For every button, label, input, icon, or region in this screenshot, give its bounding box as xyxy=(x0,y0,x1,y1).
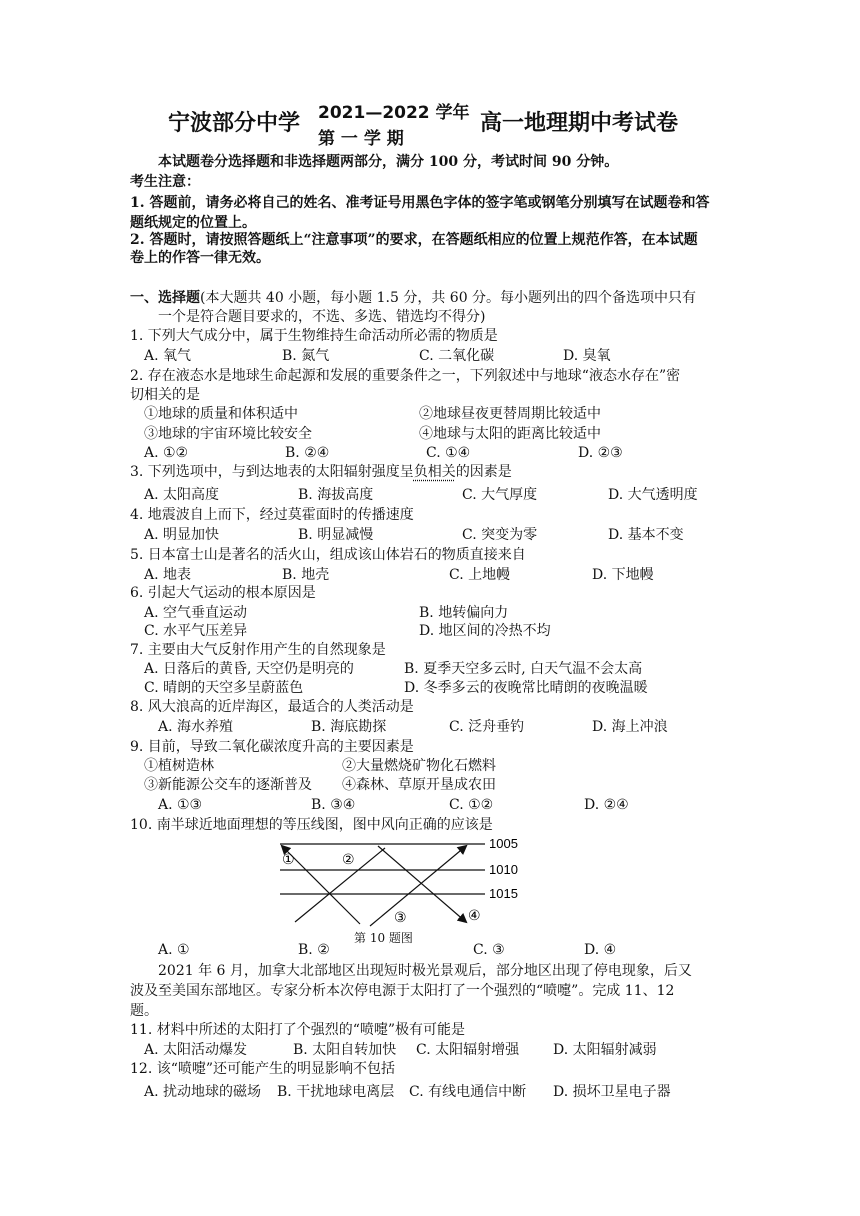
notice-item1-line2: 题纸规定的位置上。 xyxy=(130,215,256,231)
marker-1: ① xyxy=(282,851,295,867)
q1-option-d: D. 臭氧 xyxy=(563,348,611,364)
q5-option-d: D. 下地幔 xyxy=(592,567,654,583)
q6-option-c: C. 水平气压差异 xyxy=(144,623,248,639)
q5-stem: 5. 日本富士山是著名的活火山，组成该山体岩石的物质直接来自 xyxy=(130,547,526,563)
q4-option-b: B. 明显减慢 xyxy=(298,527,374,543)
isobar-diagram xyxy=(270,832,530,942)
q7-option-a: A. 日落后的黄昏, 天空仍是明亮的 xyxy=(144,661,354,677)
q9-statement-1: ①植树造林 xyxy=(144,758,214,774)
q7-option-c: C. 晴朗的天空多呈蔚蓝色 xyxy=(144,680,304,696)
q1-option-b: B. 氮气 xyxy=(282,348,330,364)
q11-stem: 11. 材料中所述的太阳打了个强烈的“喷嚏”极有可能是 xyxy=(130,1022,466,1038)
q3-stem-emphasis: 负相关 xyxy=(413,464,456,480)
q9-stem: 9. 目前，导致二氧化碳浓度升高的主要因素是 xyxy=(130,739,414,755)
q9-option-b: B. ③④ xyxy=(311,797,356,813)
q4-option-c: C. 突变为零 xyxy=(462,527,538,543)
q7-option-b: B. 夏季天空多云时, 白天气温不会太高 xyxy=(404,661,643,677)
q3-option-d: D. 大气透明度 xyxy=(608,487,698,503)
q5-option-a: A. 地表 xyxy=(144,567,192,583)
section1-desc: (本大题共 40 小题，每小题 1.5 分，共 60 分。每小题列出的四个备选项中只有 xyxy=(200,290,697,306)
q1-stem: 1. 下列大气成分中，属于生物维持生命活动所必需的物质是 xyxy=(130,328,498,344)
q3-stem-post: 的因素是 xyxy=(455,464,512,480)
q5-option-b: B. 地壳 xyxy=(282,567,330,583)
q2-stem-line1: 2. 存在液态水是地球生命起源和发展的重要条件之一，下列叙述中与地球“液态水存在”密 xyxy=(130,368,681,384)
q10-stem: 10. 南半球近地面理想的等压线图，图中风向正确的应该是 xyxy=(130,817,493,833)
q10-caption: 第 10 题图 xyxy=(354,931,413,945)
material-line3: 题。 xyxy=(130,1003,158,1019)
q6-option-d: D. 地区间的冷热不均 xyxy=(419,623,551,639)
wind-arrow-2 xyxy=(295,848,385,922)
q9-option-c: C. ①② xyxy=(449,797,494,813)
q4-option-d: D. 基本不变 xyxy=(608,527,684,543)
marker-2: ② xyxy=(342,851,355,867)
q9-statement-4: ④森林、草原开垦成农田 xyxy=(342,777,496,793)
q4-option-a: A. 明显加快 xyxy=(144,527,220,543)
q10-option-b: B. ② xyxy=(298,942,330,958)
q12-option-c: C. 有线电通信中断 xyxy=(409,1084,527,1100)
q11-option-d: D. 太阳辐射减弱 xyxy=(553,1042,657,1058)
wind-arrow-3 xyxy=(370,846,466,926)
q7-option-d: D. 冬季多云的夜晚常比晴朗的夜晚温暖 xyxy=(404,680,648,696)
q10-option-a: A. ① xyxy=(158,942,190,958)
q3-option-c: C. 大气厚度 xyxy=(462,487,538,503)
q11-option-a: A. 太阳活动爆发 xyxy=(144,1042,248,1058)
marker-3: ③ xyxy=(394,909,407,925)
q4-stem: 4. 地震波自上而下，经过莫霍面时的传播速度 xyxy=(130,507,414,523)
q1-option-c: C. 二氧化碳 xyxy=(419,348,495,364)
isobar-label-1010: 1010 xyxy=(489,862,518,877)
q8-option-c: C. 泛舟垂钓 xyxy=(449,719,525,735)
notice-title: 考生注意： xyxy=(130,174,200,190)
material-line2: 波及至美国东部地区。专家分析本次停电源于太阳打了一个强烈的“喷嚏”。完成 11、12 xyxy=(130,983,675,999)
q2-statement-3: ③地球的宇宙环境比较安全 xyxy=(144,426,312,442)
notice-item2-line1: 2. 答题时，请按照答题纸上“注意事项”的要求，在答题纸相应的位置上规范作答，在本试题 xyxy=(130,232,698,248)
isobar-label-1005: 1005 xyxy=(489,836,518,851)
q1-option-a: A. 氧气 xyxy=(144,348,192,364)
school-name: 宁波部分中学 xyxy=(168,111,301,136)
q9-option-d: D. ②④ xyxy=(584,797,629,813)
q9-statement-3: ③新能源公交车的逐渐普及 xyxy=(144,777,312,793)
section1-title: 一、选择题 xyxy=(130,290,200,306)
q10-option-c: C. ③ xyxy=(473,942,505,958)
q6-option-a: A. 空气垂直运动 xyxy=(144,605,248,621)
q7-stem: 7. 主要由大气反射作用产生的自然现象是 xyxy=(130,642,386,658)
q2-option-c: C. ①④ xyxy=(426,445,471,461)
q3-stem-pre: 3. 下列选项中，与到达地表的太阳辐射强度呈 xyxy=(130,464,414,480)
q2-option-b: B. ②④ xyxy=(285,445,330,461)
school-year: 2021—2022 学年 xyxy=(318,103,470,123)
q12-option-d: D. 损坏卫星电子器 xyxy=(553,1084,671,1100)
q12-option-b: B. 干扰地球电离层 xyxy=(277,1084,395,1100)
q9-option-a: A. ①③ xyxy=(158,797,203,813)
material-line1: 2021 年 6 月，加拿大北部地区出现短时极光景观后，部分地区出现了停电现象，后又 xyxy=(158,963,692,979)
q8-option-b: B. 海底勘探 xyxy=(311,719,387,735)
q2-option-a: A. ①② xyxy=(144,445,189,461)
q12-option-a: A. 扰动地球的磁场 xyxy=(144,1084,262,1100)
q3-stem xyxy=(130,462,512,482)
q2-option-d: D. ②③ xyxy=(578,445,623,461)
q2-statement-4: ④地球与太阳的距离比较适中 xyxy=(419,426,601,442)
school-term: 第 一 学 期 xyxy=(318,129,404,149)
isobar-label-1015: 1015 xyxy=(489,886,518,901)
q6-option-b: B. 地转偏向力 xyxy=(419,605,509,621)
marker-4: ④ xyxy=(468,907,481,923)
q11-option-c: C. 太阳辐射增强 xyxy=(416,1042,520,1058)
q11-option-b: B. 太阳自转加快 xyxy=(293,1042,397,1058)
q2-statement-2: ②地球昼夜更替周期比较适中 xyxy=(419,406,601,422)
q12-stem: 12. 该“喷嚏”还可能产生的明显影响不包括 xyxy=(130,1061,396,1077)
q9-statement-2: ②大量燃烧矿物化石燃料 xyxy=(342,758,496,774)
q3-option-a: A. 太阳高度 xyxy=(144,487,220,503)
q10-option-d: D. ④ xyxy=(584,942,617,958)
q6-stem: 6. 引起大气运动的根本原因是 xyxy=(130,585,316,601)
exam-title: 高一地理期中考试卷 xyxy=(480,111,679,136)
intro-text: 本试题卷分选择题和非选择题两部分，满分 100 分，考试时间 90 分钟。 xyxy=(158,154,619,170)
q8-option-a: A. 海水养殖 xyxy=(158,719,234,735)
q5-option-c: C. 上地幔 xyxy=(449,567,511,583)
notice-item2-line2: 卷上的作答一律无效。 xyxy=(130,250,270,266)
q2-stem-line2: 切相关的是 xyxy=(130,387,200,403)
q8-option-d: D. 海上冲浪 xyxy=(592,719,668,735)
notice-item1-line1: 1. 答题前，请务必将自己的姓名、准考证号用黑色字体的签字笔或钢笔分别填写在试题卷和答 xyxy=(130,195,710,211)
q8-stem: 8. 风大浪高的近岸海区，最适合的人类活动是 xyxy=(130,699,414,715)
section1-header xyxy=(130,288,696,308)
section1-desc-line2: 一个是符合题目要求的，不选、多选、错选均不得分) xyxy=(158,309,486,325)
q2-statement-1: ①地球的质量和体积适中 xyxy=(144,406,298,422)
q3-option-b: B. 海拔高度 xyxy=(298,487,374,503)
